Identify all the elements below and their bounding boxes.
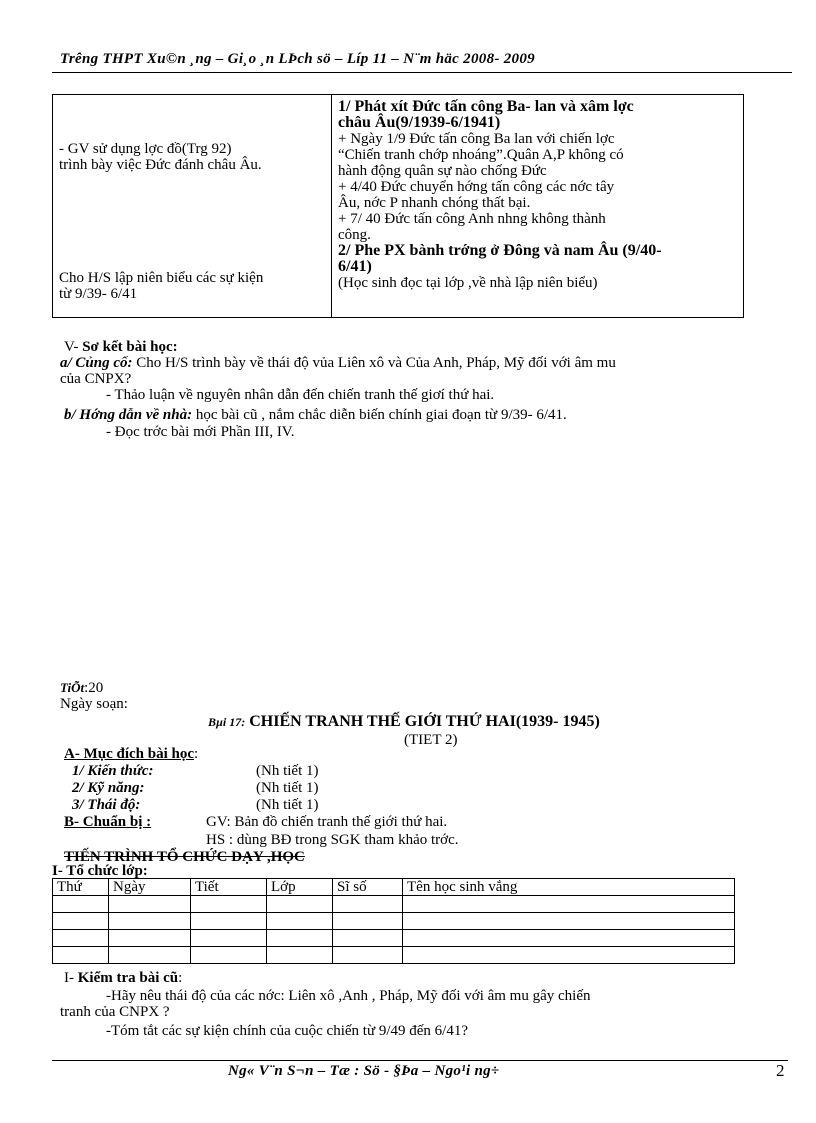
- header-absent: Tên học sinh vắng: [403, 879, 735, 896]
- objective-value: (Nh tiết 1): [256, 797, 319, 813]
- objective-item: [72, 780, 318, 796]
- summary-prefix: V-: [64, 339, 83, 355]
- table-cell: [333, 947, 403, 964]
- objective-label: 3/ Thái độ:: [72, 797, 141, 813]
- footer-text: Ng« V¨n S¬n – Tæ : Sö - §Þa – Ngo¹i ng÷: [228, 1063, 500, 1079]
- page-number: 2: [776, 1061, 785, 1080]
- footer-rule: [52, 1060, 788, 1061]
- objective-value: (Nh tiết 1): [256, 763, 319, 779]
- table-cell: [267, 947, 333, 964]
- section-heading: 2/ Phe PX bành trớng ở Đông và nam Âu (9/40-: [338, 242, 662, 259]
- table-row: [53, 947, 735, 964]
- review-prefix: I-: [64, 970, 78, 986]
- table-cell: [191, 913, 267, 930]
- table-cell: [403, 930, 735, 947]
- table-cell: [403, 913, 735, 930]
- table-cell: [403, 896, 735, 913]
- table-cell: [109, 896, 191, 913]
- header-thu: Thứ: [53, 879, 109, 896]
- table-cell: [53, 896, 109, 913]
- lesson-table: [52, 94, 744, 318]
- table-cell: [333, 913, 403, 930]
- content-line: công.: [338, 227, 371, 243]
- teacher-activity-2: [59, 270, 325, 302]
- summary-b-label: b/ Hớng dẫn về nhà:: [64, 407, 193, 423]
- review-colon: :: [178, 970, 183, 986]
- section-heading: 1/ Phát xít Đức tấn công Ba- lan và xâm lợc: [338, 98, 634, 115]
- summary-b-line: [64, 407, 567, 423]
- objective-label: 1/ Kiến thức:: [72, 763, 154, 779]
- class-org-title: I- Tổ chức lớp:: [52, 863, 148, 879]
- content-line: + 7/ 40 Đức tấn công Anh nhng không thành: [338, 211, 606, 227]
- preparation-line: [64, 814, 447, 830]
- tiet-label: TiÕt: [60, 680, 85, 695]
- objective-label: 2/ Kỹ năng:: [72, 780, 145, 796]
- content-column: [338, 99, 740, 291]
- teacher-activity-line: trình bày việc Đức đánh châu Âu.: [59, 157, 262, 173]
- lesson-title: CHIẾN TRANH THẾ GIỚI THỨ HAI(1939- 1945): [245, 713, 600, 730]
- objectives-title: A- Mục đích bài học: [64, 746, 195, 762]
- table-cell: [191, 947, 267, 964]
- summary-b-text: học bài cũ , nắm chắc diễn biến chính giai đoạn từ 9/39- 6/41.: [192, 407, 567, 423]
- page-header-title: Trêng THPT Xu©n ¸ng – Gi¸o ¸n LÞch sö – Líp 11 – N¨m häc 2008- 2009: [60, 51, 535, 67]
- table-cell: [403, 947, 735, 964]
- objective-item: [72, 763, 318, 779]
- review-question-2: -Tóm tắt các sự kiện chính của cuộc chiến từ 9/49 đến 6/41?: [106, 1023, 468, 1039]
- teacher-activity-line: Cho H/S lập niên biểu các sự kiện: [59, 270, 264, 286]
- table-cell: [191, 896, 267, 913]
- review-title: Kiểm tra bài cũ: [77, 970, 179, 986]
- table-cell: [53, 913, 109, 930]
- summary-a-label: a/ Củng cố:: [60, 355, 133, 371]
- summary-a-line: [60, 355, 616, 371]
- summary-a-text2: của CNPX?: [60, 371, 132, 387]
- section-heading: châu Âu(9/1939-6/1941): [338, 114, 501, 131]
- tiet-value: :20: [84, 680, 104, 696]
- table-cell: [53, 947, 109, 964]
- table-cell: [109, 913, 191, 930]
- table-cell: [333, 930, 403, 947]
- table-cell: [267, 913, 333, 930]
- objectives-colon: :: [194, 746, 199, 762]
- content-line: + Ngày 1/9 Đức tấn công Ba lan với chiến lợc: [338, 131, 615, 147]
- content-line: (Học sinh đọc tại lớp ,về nhà lập niên biểu): [338, 275, 598, 291]
- preparation-title: B- Chuẩn bị :: [64, 814, 152, 830]
- teacher-activity-line: từ 9/39- 6/41: [59, 286, 138, 302]
- table-cell: [267, 896, 333, 913]
- process-heading: TIẾN TRÌNH TỔ CHỨC DẠY ,HỌC: [64, 849, 305, 865]
- table-row: [53, 896, 735, 913]
- header-ngay: Ngày: [109, 879, 191, 896]
- bai-label: Bµi 17:: [208, 715, 246, 729]
- table-row: [53, 930, 735, 947]
- content-line: Âu, nớc P nhanh chóng thất bại.: [338, 195, 531, 211]
- table-cell: [191, 930, 267, 947]
- objective-value: (Nh tiết 1): [256, 780, 319, 796]
- review-question-1: -Hãy nêu thái độ của các nớc: Liên xô ,Anh , Pháp, Mỹ đối với âm mu gây chiến: [106, 988, 591, 1004]
- header-tiet: Tiết: [191, 879, 267, 896]
- preparation-gv: GV: Bản đồ chiến tranh thế giới thứ hai.: [206, 814, 448, 830]
- content-line: hành động quân sự nào chống Đức: [338, 163, 547, 179]
- teacher-activity-line: - GV sử dụng lợc đồ(Trg 92): [59, 141, 232, 157]
- header-lop: Lớp: [267, 879, 333, 896]
- attendance-table: [52, 878, 735, 964]
- summary-heading: [64, 339, 178, 355]
- lesson-subtitle: (TIET 2): [404, 732, 458, 748]
- teacher-activity-1: [59, 141, 325, 173]
- table-cell: [53, 930, 109, 947]
- table-cell: [267, 930, 333, 947]
- objectives-heading: [64, 746, 198, 762]
- header-si-so: Sĩ số: [333, 879, 403, 896]
- section-heading: 6/41): [338, 258, 372, 275]
- content-line: + 4/40 Đức chuyển hớng tấn công các nớc tây: [338, 179, 615, 195]
- review-heading: [64, 970, 182, 986]
- attendance-header-row: [53, 879, 735, 896]
- summary-title: Sơ kết bài học:: [82, 339, 178, 355]
- table-cell: [109, 930, 191, 947]
- class-org-heading: [52, 863, 148, 879]
- summary-b-text2: - Đọc trớc bài mới Phần III, IV.: [106, 424, 295, 440]
- header-rule: [52, 72, 792, 73]
- ngay-soan: Ngày soạn:: [60, 696, 128, 712]
- table-cell: [109, 947, 191, 964]
- lesson-title-line: [208, 714, 600, 730]
- content-line: “Chiến tranh chớp nhoáng”.Quân A,P không có: [338, 147, 624, 163]
- summary-a-text: Cho H/S trình bày về thái độ vủa Liên xô và Của Anh, Pháp, Mỹ đối với âm mu: [132, 355, 616, 371]
- table-divider: [331, 95, 332, 317]
- review-question-1b: tranh của CNPX ?: [60, 1004, 170, 1020]
- table-row: [53, 913, 735, 930]
- objective-item: [72, 797, 318, 813]
- table-cell: [333, 896, 403, 913]
- preparation-hs: HS : dùng BĐ trong SGK tham khảo trớc.: [206, 832, 459, 848]
- summary-a-text3: - Thảo luận về nguyên nhân dẫn đến chiến tranh thế giơí thứ hai.: [106, 387, 495, 403]
- tiet-line: [60, 680, 103, 696]
